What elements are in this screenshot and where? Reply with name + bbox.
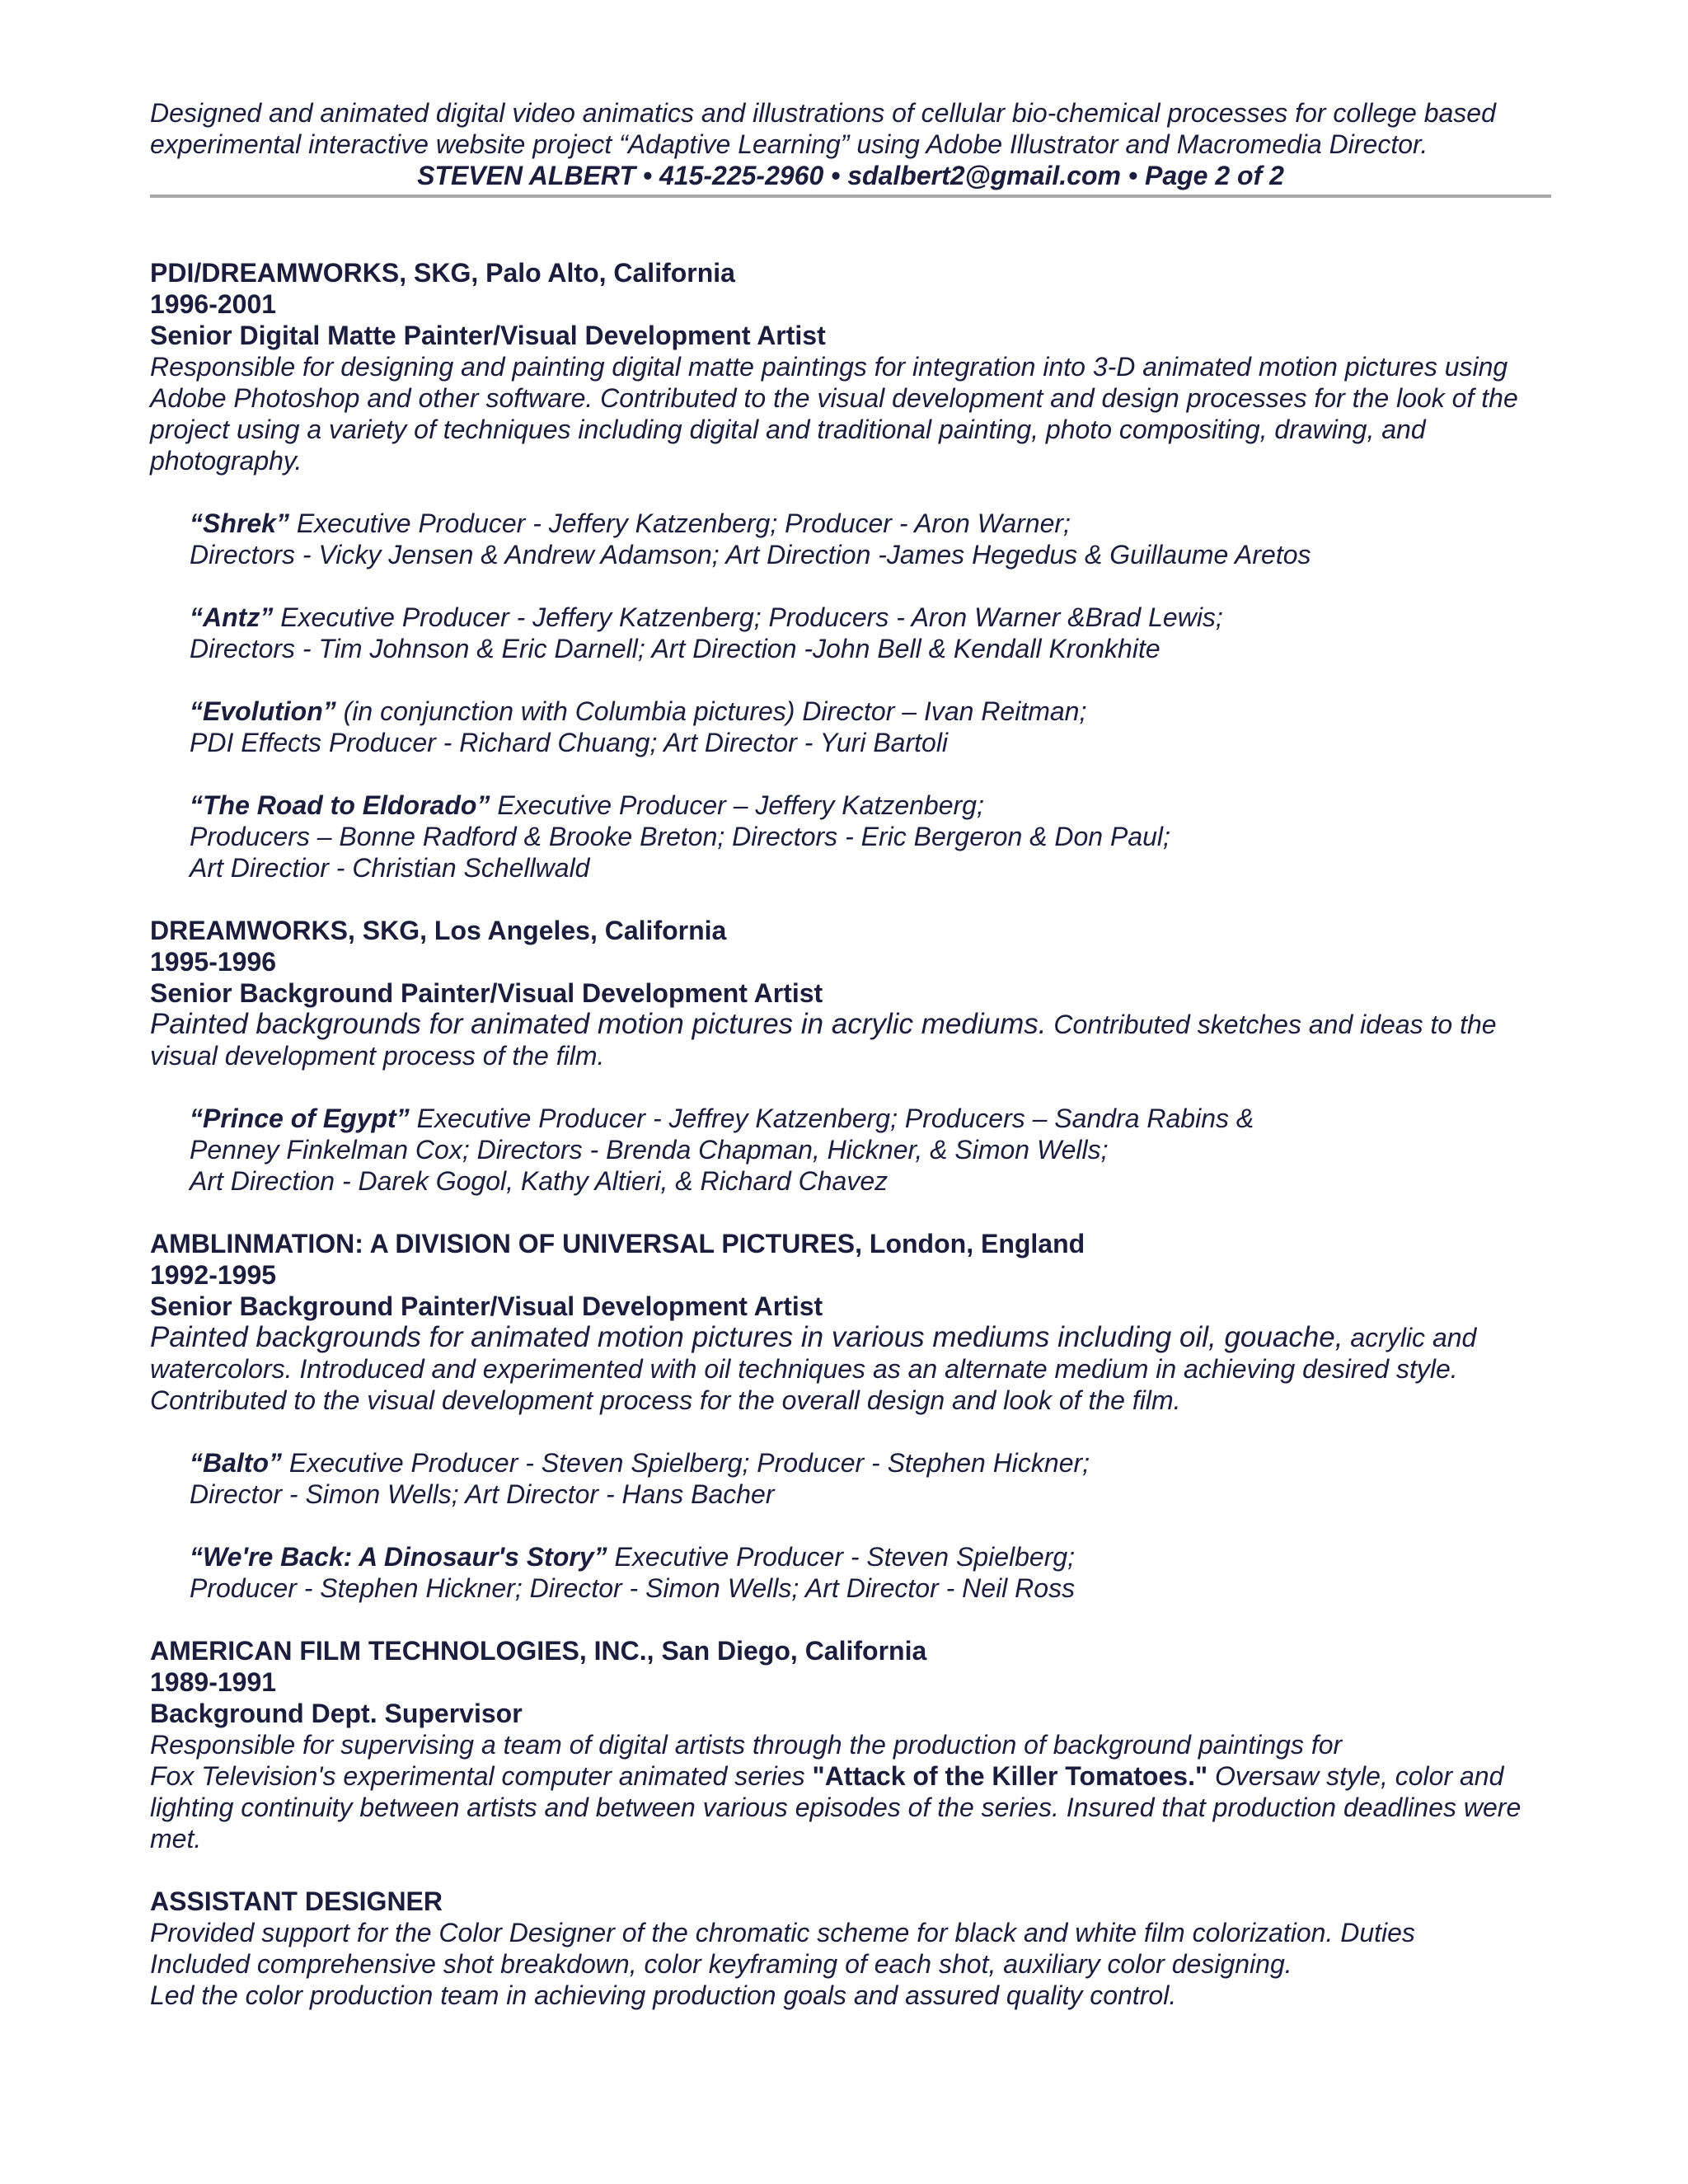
assistant-line: Included comprehensive shot breakdown, color keyframing of each shot, auxiliary color designing. bbox=[150, 1949, 1292, 1979]
credit-line: Art Directior - Christian Schellwald bbox=[190, 853, 590, 883]
film-credit bbox=[190, 696, 1551, 758]
job-title: Senior Background Painter/Visual Development Artist bbox=[150, 1291, 823, 1321]
header-phone: 415-225-2960 bbox=[659, 161, 824, 190]
job-entry bbox=[150, 915, 1551, 1197]
job-company: AMBLINMATION: A DIVISION OF UNIVERSAL PICTURES, London, England bbox=[150, 1229, 1085, 1258]
resume-content bbox=[150, 97, 1551, 2011]
film-title: “Balto” bbox=[190, 1448, 282, 1478]
credit-line: PDI Effects Producer - Richard Chuang; Art Director - Yuri Bartoli bbox=[190, 728, 949, 757]
job-years: 1995-1996 bbox=[150, 947, 277, 977]
header-bullet: • bbox=[1128, 161, 1138, 190]
job-description-lead: Painted backgrounds for animated motion pictures in various mediums including oil, gouache, bbox=[150, 1321, 1343, 1353]
intro-paragraph: Designed and animated digital video animatics and illustrations of cellular bio-chemical processes for college based experimental interactive website project “Adaptive Learning” using Adobe Illustrator and Macromedia Director. bbox=[150, 98, 1496, 159]
credit-line: Executive Producer - Steven Spielberg; bbox=[607, 1542, 1076, 1572]
header-divider bbox=[150, 194, 1551, 198]
film-title: “The Road to Eldorado” bbox=[190, 790, 490, 820]
film-title: “Evolution” bbox=[190, 696, 336, 726]
job-entry bbox=[150, 257, 1551, 883]
job-description-lead: Painted backgrounds for animated motion pictures in acrylic mediums. bbox=[150, 1008, 1047, 1040]
credit-line: Penney Finkelman Cox; Directors - Brenda Chapman, Hickner, & Simon Wells; bbox=[190, 1135, 1109, 1165]
credit-line: Executive Producer - Jeffrey Katzenberg; Producers – Sandra Rabins & bbox=[409, 1104, 1254, 1133]
job-description bbox=[150, 1009, 1551, 1071]
credit-line: Producers – Bonne Radford & Brooke Breton; Directors - Eric Bergeron & Don Paul; bbox=[190, 822, 1170, 851]
job-description-part: Fox Television's experimental computer animated series bbox=[150, 1761, 813, 1791]
job-description: Responsible for supervising a team of digital artists through the production of background paintings for bbox=[150, 1730, 1343, 1760]
section-heading: ASSISTANT DESIGNER bbox=[150, 1886, 443, 1916]
header-name: STEVEN ALBERT bbox=[417, 161, 635, 190]
job-title: Senior Digital Matte Painter/Visual Development Artist bbox=[150, 321, 826, 350]
job-title: Background Dept. Supervisor bbox=[150, 1699, 523, 1728]
job-title: Senior Background Painter/Visual Development Artist bbox=[150, 978, 823, 1008]
job-company: DREAMWORKS, SKG, Los Angeles, California bbox=[150, 916, 727, 945]
job-years: 1996-2001 bbox=[150, 289, 277, 319]
page-header bbox=[150, 160, 1551, 193]
job-description-rest: Contributed sketches and ideas to the visual development process of the film. bbox=[150, 1010, 1497, 1071]
header-page-number: Page 2 of 2 bbox=[1144, 161, 1284, 190]
job-description: Responsible for designing and painting digital matte paintings for integration into 3-D animated motion pictures using Adobe Photoshop and other software. Contributed to the visual development and design processes for the look of the project using a variety of techniques including digital and traditional painting, photo compositing, drawing, and photography. bbox=[150, 352, 1518, 476]
film-credit bbox=[190, 1541, 1551, 1604]
job-company: AMERICAN FILM TECHNOLOGIES, INC., San Diego, California bbox=[150, 1636, 927, 1666]
credit-line: Executive Producer - Jeffery Katzenberg; Producers - Aron Warner &Brad Lewis; bbox=[273, 602, 1223, 632]
film-credit bbox=[190, 790, 1551, 883]
credit-line: Executive Producer – Jeffery Katzenberg; bbox=[490, 790, 984, 820]
job-years: 1992-1995 bbox=[150, 1260, 277, 1290]
credit-line: Directors - Vicky Jensen & Andrew Adamson; Art Direction -James Hegedus & Guillaume Aretos bbox=[190, 540, 1311, 569]
header-email: sdalbert2@gmail.com bbox=[847, 161, 1121, 190]
job-description-rest: acrylic and watercolors. Introduced and experimented with oil techniques as an alternate medium in achieving desired style. Contributed to the visual development process for the overall design and look of the film. bbox=[150, 1323, 1477, 1415]
film-credit bbox=[190, 1447, 1551, 1510]
film-title: “Prince of Egypt” bbox=[190, 1104, 410, 1133]
header-bullet: • bbox=[642, 161, 653, 190]
header-bullet: • bbox=[831, 161, 841, 190]
assistant-section bbox=[150, 1886, 1551, 2011]
assistant-line: Provided support for the Color Designer of the chromatic scheme for black and white film colorization. Duties bbox=[150, 1918, 1415, 1947]
credit-line: Director - Simon Wells; Art Director - Hans Bacher bbox=[190, 1479, 775, 1509]
credit-line: Executive Producer - Jeffery Katzenberg; Producer - Aron Warner; bbox=[288, 509, 1071, 538]
job-description bbox=[150, 1760, 1551, 1854]
job-years: 1989-1991 bbox=[150, 1667, 277, 1697]
credit-line: Directors - Tim Johnson & Eric Darnell; Art Direction -John Bell & Kendall Kronkhite bbox=[190, 634, 1160, 663]
job-entry bbox=[150, 1635, 1551, 1854]
assistant-line: Led the color production team in achieving production goals and assured quality control. bbox=[150, 1980, 1177, 2010]
film-credit bbox=[190, 1103, 1551, 1197]
credit-line: (in conjunction with Columbia pictures) Director – Ivan Reitman; bbox=[335, 696, 1087, 726]
film-title: “We're Back: A Dinosaur's Story” bbox=[190, 1542, 607, 1572]
job-description bbox=[150, 1322, 1551, 1416]
credit-line: Producer - Stephen Hickner; Director - Simon Wells; Art Director - Neil Ross bbox=[190, 1573, 1076, 1603]
credit-line: Executive Producer - Steven Spielberg; Producer - Stephen Hickner; bbox=[282, 1448, 1090, 1478]
job-entry bbox=[150, 1228, 1551, 1604]
series-title: "Attack of the Killer Tomatoes." bbox=[812, 1761, 1208, 1791]
film-credit bbox=[190, 508, 1551, 570]
credit-line: Art Direction - Darek Gogol, Kathy Altieri, & Richard Chavez bbox=[190, 1166, 889, 1196]
job-description-part: Oversaw style, color and lighting continuity between artists and between various episodes of the series. Insured that production deadlines were met. bbox=[150, 1761, 1522, 1854]
film-title: “Shrek” bbox=[190, 509, 289, 538]
film-credit bbox=[190, 602, 1551, 664]
film-title: “Antz” bbox=[190, 602, 274, 632]
job-company: PDI/DREAMWORKS, SKG, Palo Alto, California bbox=[150, 258, 735, 288]
